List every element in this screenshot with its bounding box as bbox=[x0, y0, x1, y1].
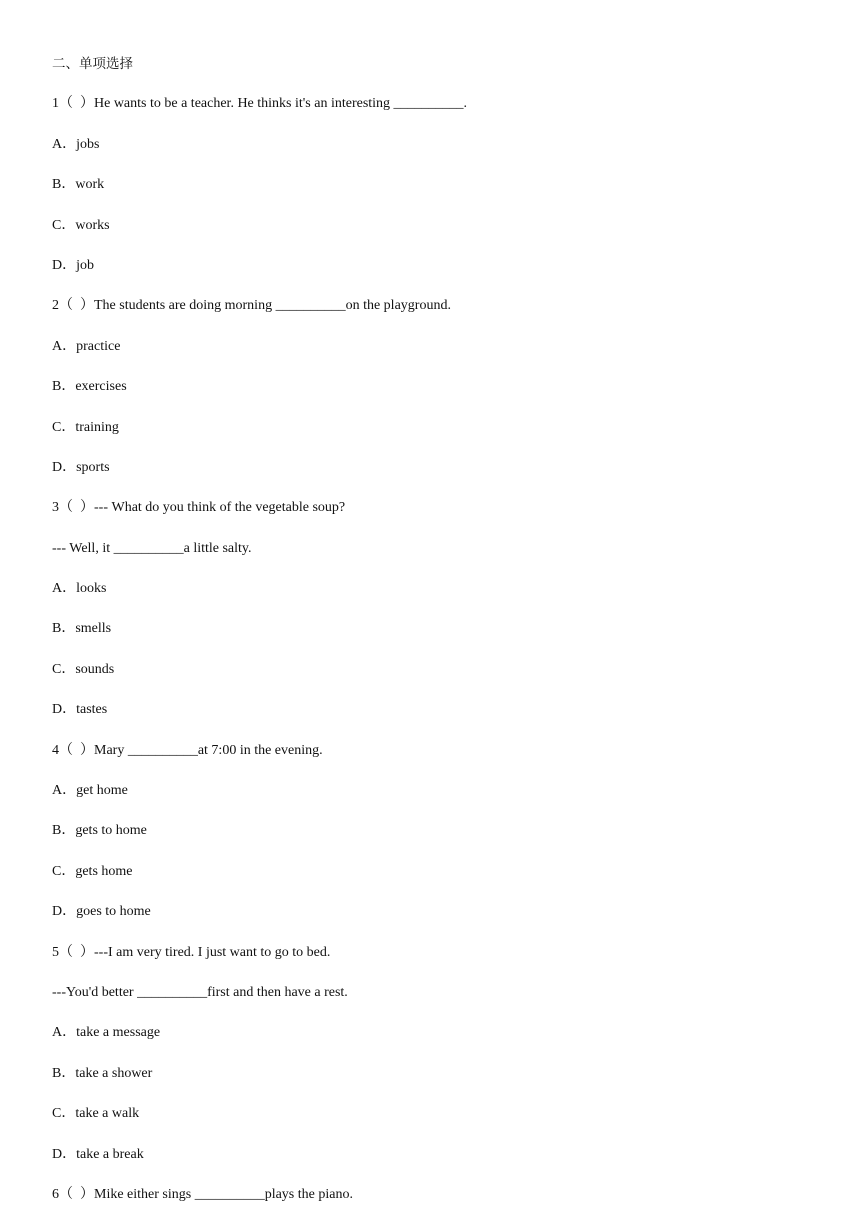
option-c: C．sounds bbox=[52, 661, 115, 677]
question-stem: 3（ ）--- What do you think of the vegetable soup? bbox=[52, 500, 346, 516]
option-d: D．sports bbox=[52, 459, 110, 475]
option-a: A．take a message bbox=[52, 1025, 161, 1041]
option-c: C．take a walk bbox=[52, 1106, 140, 1122]
option-d: D．goes to home bbox=[52, 904, 151, 920]
exam-page bbox=[52, 54, 832, 1225]
option-b: B．gets to home bbox=[52, 823, 147, 839]
question-stem: 6（ ）Mike either sings __________plays the piano. bbox=[52, 1186, 353, 1202]
question-5 bbox=[52, 943, 832, 1185]
option-d: D．take a break bbox=[52, 1146, 144, 1162]
question-stem: 1（ ）He wants to be a teacher. He thinks it's an interesting __________. bbox=[52, 96, 468, 112]
option-b: B．exercises bbox=[52, 379, 127, 395]
question-1 bbox=[52, 94, 832, 296]
option-a: A．looks bbox=[52, 581, 107, 597]
question-stem: 2（ ）The students are doing morning __________on the playground. bbox=[52, 298, 451, 314]
section-title: 二、单项选择 bbox=[52, 56, 133, 72]
question-stem: 5（ ）---I am very tired. I just want to go to bed. bbox=[52, 944, 331, 960]
option-b: B．smells bbox=[52, 621, 112, 637]
option-d: D．tastes bbox=[52, 702, 108, 718]
option-a: A．practice bbox=[52, 338, 121, 354]
option-b: B．take a shower bbox=[52, 1065, 153, 1081]
question-stem-continued: --- Well, it __________a little salty. bbox=[52, 540, 252, 556]
question-2 bbox=[52, 296, 832, 498]
question-stem: 4（ ）Mary __________at 7:00 in the evening. bbox=[52, 742, 323, 758]
question-4 bbox=[52, 741, 832, 943]
option-a: A．get home bbox=[52, 783, 128, 799]
option-b: B．work bbox=[52, 177, 105, 193]
option-c: C．works bbox=[52, 217, 110, 233]
question-3 bbox=[52, 498, 832, 740]
option-c: C．training bbox=[52, 419, 119, 435]
question-stem-continued: ---You'd better __________first and then have a rest. bbox=[52, 984, 348, 1000]
question-6 bbox=[52, 1185, 832, 1225]
option-d: D．job bbox=[52, 257, 94, 273]
option-a: A．jobs bbox=[52, 136, 100, 152]
option-c: C．gets home bbox=[52, 863, 133, 879]
